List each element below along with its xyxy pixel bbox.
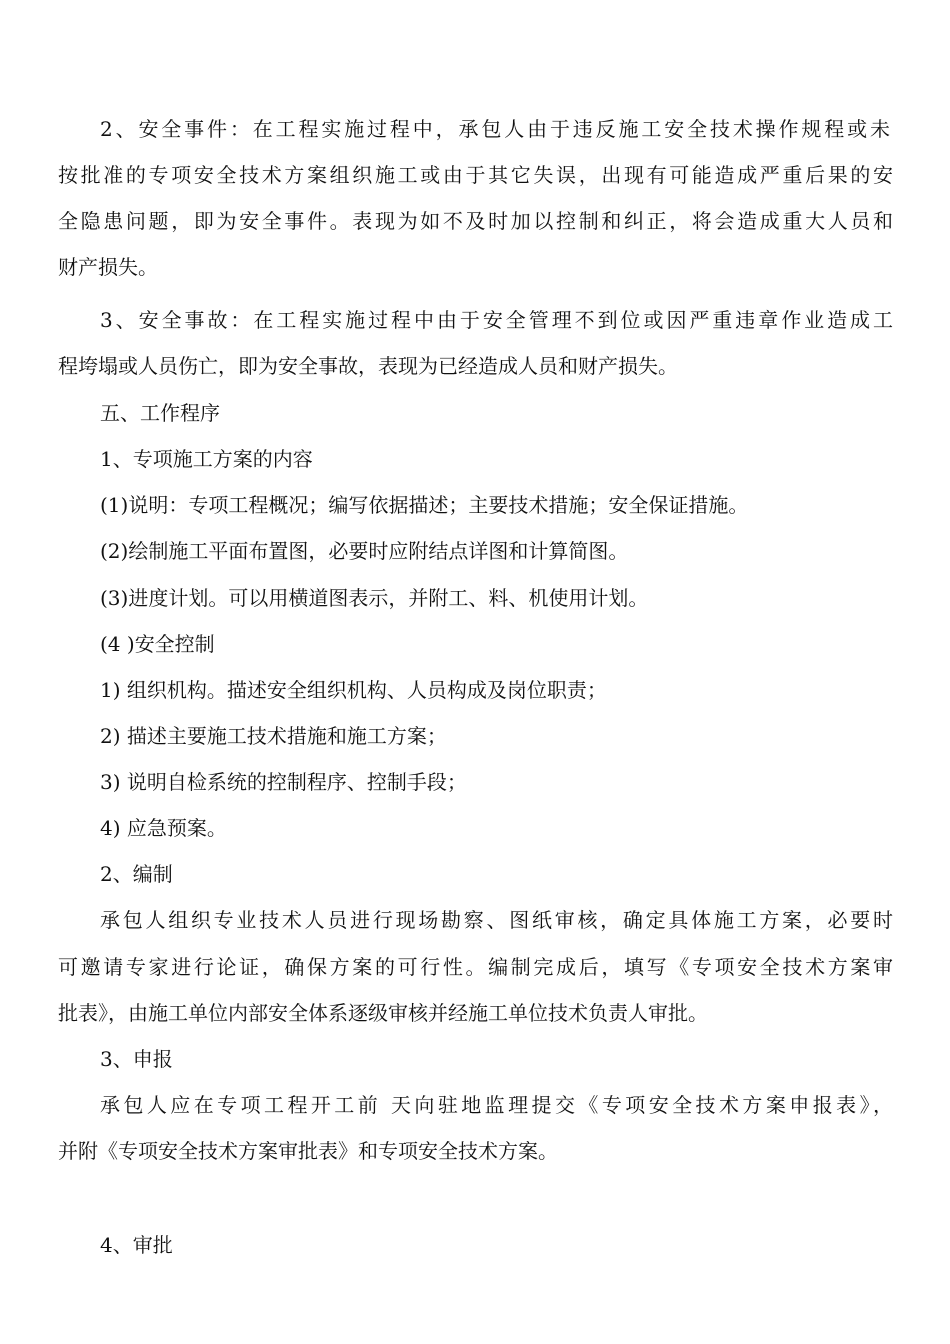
paragraph-line: 可邀请专家进行论证，确保方案的可行性。编制完成后，填写《专项安全技术方案审	[58, 955, 893, 979]
paragraph-line: 全隐患问题，即为安全事件。表现为如不及时加以控制和纠正，将会造成重大人员和	[58, 209, 893, 233]
paragraph-line: 财产损失。	[58, 255, 158, 279]
list-item: 2) 描述主要施工技术措施和施工方案；	[100, 724, 447, 748]
subsection-heading: 1、专项施工方案的内容	[100, 447, 313, 471]
list-item: 1) 组织机构。描述安全组织机构、人员构成及岗位职责；	[100, 678, 607, 702]
paragraph-line: 按批准的专项安全技术方案组织施工或由于其它失误，出现有可能造成严重后果的安	[58, 163, 893, 187]
list-item: (4 )安全控制	[100, 632, 215, 656]
paragraph-line: 程垮塌或人员伤亡，即为安全事故，表现为已经造成人员和财产损失。	[58, 354, 678, 378]
subsection-heading: 4、审批	[100, 1233, 173, 1257]
subsection-heading: 3、申报	[100, 1047, 173, 1071]
section-heading: 五、工作程序	[100, 401, 220, 425]
list-item: (1)说明：专项工程概况；编写依据描述；主要技术措施；安全保证措施。	[100, 493, 749, 517]
list-item: (3)进度计划。可以用横道图表示，并附工、料、机使用计划。	[100, 586, 649, 610]
list-item: (2)绘制施工平面布置图，必要时应附结点详图和计算简图。	[100, 539, 629, 563]
subsection-heading: 2、编制	[100, 862, 173, 886]
list-item: 4) 应急预案。	[100, 816, 227, 840]
paragraph-line: 批表》，由施工单位内部安全体系逐级审核并经施工单位技术负责人审批。	[58, 1001, 708, 1025]
paragraph-line: 2、安全事件：在工程实施过程中，承包人由于违反施工安全技术操作规程或未	[100, 117, 890, 141]
paragraph-line: 3、安全事故：在工程实施过程中由于安全管理不到位或因严重违章作业造成工	[100, 308, 893, 332]
paragraph-line: 承包人组织专业技术人员进行现场勘察、图纸审核，确定具体施工方案，必要时	[100, 908, 893, 932]
paragraph-line: 承包人应在专项工程开工前 天向驻地监理提交《专项安全技术方案申报表》，	[100, 1093, 893, 1117]
paragraph-line: 并附《专项安全技术方案审批表》和专项安全技术方案。	[58, 1139, 558, 1163]
list-item: 3) 说明自检系统的控制程序、控制手段；	[100, 770, 467, 794]
